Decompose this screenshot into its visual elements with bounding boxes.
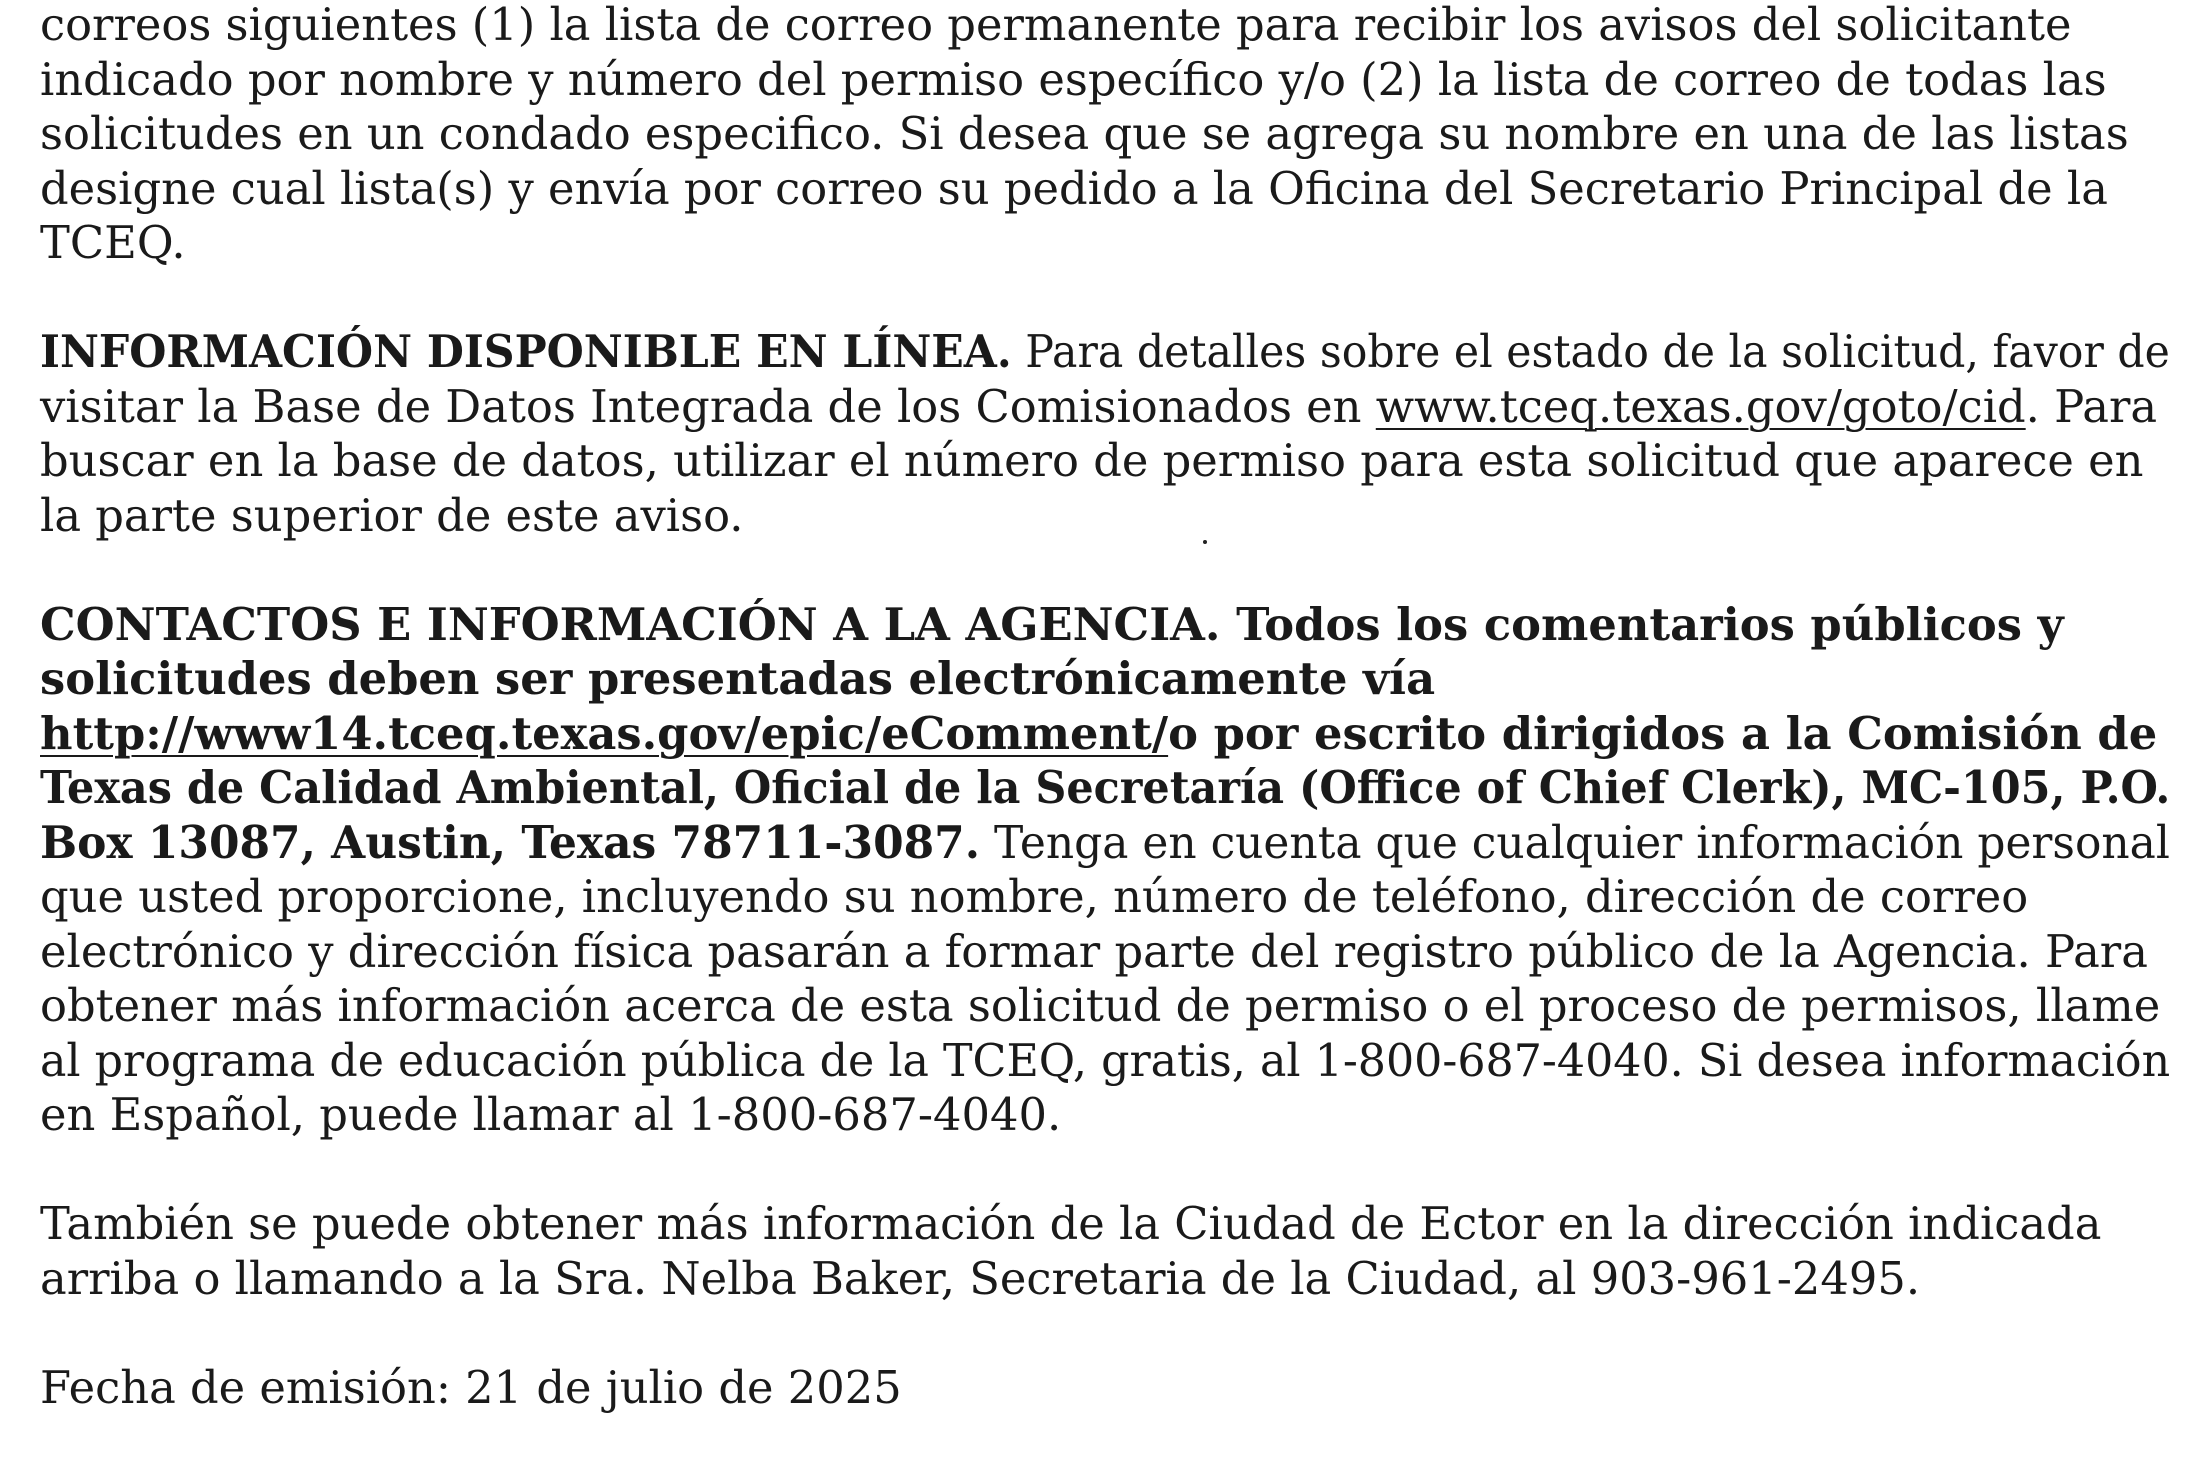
text-line: electrónico y dirección física pasarán a formar parte del registro público de la Agencia. Para [40, 924, 2148, 978]
ecomment-link[interactable]: http://www14.tceq.texas.gov/epic/eComment/ [40, 706, 1169, 760]
text-line [40, 707, 2170, 762]
document-page [40, 0, 2180, 1470]
cid-database-link[interactable]: www.tceq.texas.gov/goto/cid [1375, 379, 2026, 433]
scan-speck [1203, 540, 1207, 544]
text-line: designe cual lista(s) y envía por correo su pedido a la Oficina del Secretario Principal de la [40, 161, 2108, 215]
issue-date-paragraph [40, 1361, 2180, 1416]
text-line: TCEQ. [40, 216, 186, 269]
text-line [40, 380, 2170, 435]
mailing-list-paragraph [40, 0, 2180, 271]
online-info-heading: INFORMACIÓN DISPONIBLE EN LÍNEA. [40, 325, 1012, 378]
text-run: Tenga en cuenta que cualquier información personal [980, 815, 2170, 869]
text-line [40, 325, 2170, 380]
text-line: obtener más información acerca de esta solicitud de permiso o el proceso de permisos, llame [40, 979, 2161, 1032]
city-info-paragraph [40, 1197, 2180, 1306]
text-line: en Español, puede llamar al 1-800-687-4040. [40, 1088, 1062, 1141]
text-line: solicitudes deben ser presentadas electrónicamente vía [40, 652, 1436, 705]
text-run: Para detalles sobre el estado de la solicitud, favor de [1011, 325, 2170, 378]
text-run: visitar la Base de Datos Integrada de los Comisionados en [40, 379, 1376, 433]
issue-date: Fecha de emisión: 21 de julio de 2025 [40, 1360, 902, 1414]
text-line: arriba o llamando a la Sra. Nelba Baker, Secretaria de la Ciudad, al 903-961-2495. [40, 1251, 1921, 1305]
text-line [40, 815, 2170, 871]
text-line: al programa de educación pública de la TCEQ, gratis, al 1-800-687-4040. Si desea información [40, 1033, 2171, 1087]
mailing-address: Box 13087, Austin, Texas 78711-3087. [40, 815, 981, 869]
text-line: solicitudes en un condado especifico. Si desea que se agrega su nombre en una de las listas [40, 107, 2129, 160]
agency-contacts-paragraph [40, 598, 2180, 1143]
agency-contacts-heading: CONTACTOS E INFORMACIÓN A LA AGENCIA. Todos los comentarios públicos y [40, 597, 2064, 651]
text-line: buscar en la base de datos, utilizar el número de permiso para esta solicitud que aparece en [40, 434, 2144, 487]
text-line: correos siguientes (1) la lista de correo permanente para recibir los avisos del solicitante [40, 0, 2072, 51]
online-info-paragraph [40, 325, 2180, 543]
text-line: Texas de Calidad Ambiental, Oficial de la Secretaría (Office of Chief Clerk), MC-105, P.O. [40, 761, 2171, 814]
text-run: . Para [2025, 379, 2158, 433]
text-line: También se puede obtener más información de la Ciudad de Ector en la dirección indicada [40, 1197, 2102, 1250]
text-line: que usted proporcione, incluyendo su nombre, número de teléfono, dirección de correo [40, 870, 2029, 923]
text-line: la parte superior de este aviso. [40, 488, 744, 542]
text-run: o por escrito dirigidos a la Comisión de [1168, 706, 2158, 760]
text-line: indicado por nombre y número del permiso específico y/o (2) la lista de correo de todas las [40, 52, 2107, 106]
